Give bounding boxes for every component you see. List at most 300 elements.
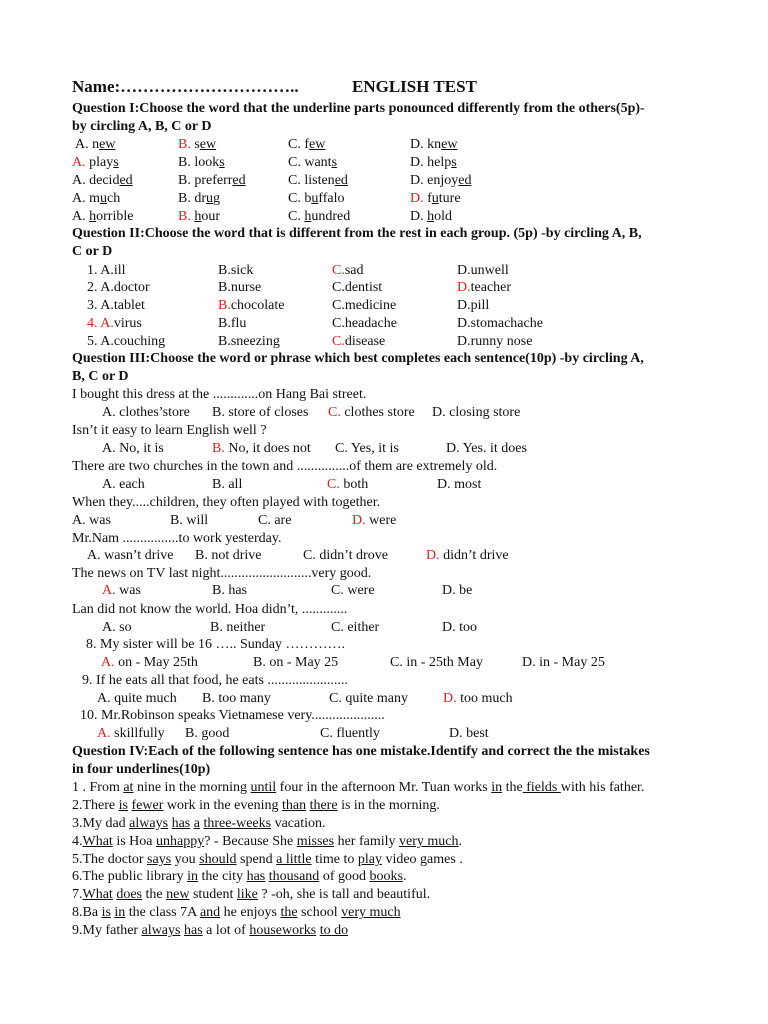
q4-underlined-part: What bbox=[82, 834, 113, 849]
q3-4-opt-a[interactable] bbox=[72, 512, 111, 529]
q3-1-opt-a-text: clothes’store bbox=[119, 405, 190, 420]
q2-1-opt-b-text: sick bbox=[230, 263, 254, 278]
q1-1-opt-b-text: s bbox=[194, 137, 200, 152]
name-field-label: Name:………………………….. bbox=[72, 77, 299, 96]
q1-5-opt-c[interactable] bbox=[288, 208, 350, 225]
q3-7-opt-b[interactable] bbox=[210, 619, 265, 636]
q3-9-opt-b-letter: B. bbox=[202, 691, 219, 706]
q3-10-opt-c-text: fluently bbox=[336, 726, 380, 741]
q3-7-opt-d-letter: D. bbox=[442, 620, 460, 635]
q1-2-opt-d[interactable] bbox=[410, 154, 457, 171]
q1-2-opt-a[interactable] bbox=[72, 154, 119, 171]
q1-4-opt-b[interactable] bbox=[178, 190, 220, 207]
q1-5-opt-a[interactable] bbox=[72, 208, 133, 225]
q2-1-opt-d[interactable] bbox=[457, 262, 509, 279]
q3-2-opt-d-text: Yes. it does bbox=[462, 441, 527, 456]
q2-3-opt-d[interactable] bbox=[457, 297, 489, 314]
q3-8-opt-a[interactable] bbox=[101, 654, 198, 671]
q1-2-opt-c[interactable] bbox=[288, 154, 337, 171]
q2-3-opt-a-letter: 3. A. bbox=[87, 298, 114, 313]
q3-stem-text-8: 8. My sister will be 16 ….. Sunday …………. bbox=[86, 637, 345, 652]
q3-5-opt-c-text: didn’t drove bbox=[319, 548, 388, 563]
q3-6-opt-c[interactable] bbox=[331, 582, 375, 599]
q3-8-opt-a-text: on - May 25th bbox=[118, 655, 198, 670]
q3-stem-text-10: 10. Mr.Robinson speaks Vietnamese very..................... bbox=[80, 708, 385, 723]
q2-3-opt-d-text: pill bbox=[470, 298, 490, 313]
q3-8-opt-d-letter: D. bbox=[522, 655, 540, 670]
q3-1-opt-a[interactable] bbox=[102, 404, 190, 421]
q3-5-opt-a[interactable] bbox=[87, 547, 173, 564]
q3-4-opt-c[interactable] bbox=[258, 512, 291, 529]
q2-5-opt-b-text: sneezing bbox=[230, 334, 280, 349]
q3-6-opt-a-letter: A. bbox=[102, 583, 120, 598]
q3-options-10 bbox=[0, 725, 640, 742]
q1-2-opt-d-underline: s bbox=[451, 155, 457, 170]
q2-3-opt-a[interactable] bbox=[87, 297, 145, 314]
q3-10-opt-d[interactable] bbox=[449, 725, 489, 742]
q3-8-opt-c[interactable] bbox=[390, 654, 483, 671]
q4-text-part: the city bbox=[197, 869, 247, 884]
q4-heading bbox=[72, 743, 650, 760]
q4-text-part: 2.There bbox=[72, 798, 119, 813]
q3-1-opt-d-letter: D. bbox=[432, 405, 450, 420]
q2-4-opt-a-text: virus bbox=[113, 316, 142, 331]
q2-5-opt-a-text: couching bbox=[113, 334, 166, 349]
q3-options-9 bbox=[0, 690, 640, 707]
q3-6-opt-c-letter: C. bbox=[331, 583, 348, 598]
q1-2-opt-c-letter: C. bbox=[288, 155, 305, 170]
q4-underlined-part: very much bbox=[399, 834, 459, 849]
q1-1-opt-c-text: f bbox=[304, 137, 310, 152]
q2-2-opt-c[interactable] bbox=[332, 279, 382, 296]
q3-6-opt-d[interactable] bbox=[442, 582, 472, 599]
q4-underlined-part: unhappy bbox=[156, 834, 205, 849]
q3-10-opt-b-letter: B. bbox=[185, 726, 202, 741]
q2-5-opt-a-letter: 5. A. bbox=[87, 334, 114, 349]
q2-1-opt-b-letter: B. bbox=[218, 263, 231, 278]
q3-2-opt-b-text: No, it does not bbox=[228, 441, 311, 456]
q3-9-opt-d-letter: D. bbox=[443, 691, 461, 706]
q3-9-opt-a-text: quite much bbox=[114, 691, 177, 706]
q3-7-opt-b-letter: B. bbox=[210, 620, 227, 635]
q1-5-opt-d[interactable] bbox=[410, 208, 452, 225]
q4-underlined-part: fewer bbox=[131, 798, 164, 813]
q4-text-part: he enjoys bbox=[220, 905, 281, 920]
q4-text-part: the bbox=[502, 780, 523, 795]
q4-underlined-part: there bbox=[309, 798, 338, 813]
q3-3-opt-b[interactable] bbox=[212, 476, 242, 493]
q2-3-opt-b-letter: B. bbox=[218, 298, 231, 313]
q1-3-opt-c-letter: C. bbox=[288, 173, 305, 188]
q2-3-opt-c-text: medicine bbox=[344, 298, 397, 313]
q3-1-opt-b[interactable] bbox=[212, 404, 308, 421]
q3-stem-10 bbox=[80, 707, 385, 724]
q2-4-opt-d-text: stomachache bbox=[470, 316, 543, 331]
q1-1-opt-c-underline: ew bbox=[309, 137, 326, 152]
q3-stem-3 bbox=[72, 458, 497, 475]
q4-text-part: 3.My dad bbox=[72, 816, 130, 831]
q2-5-opt-c-letter: C. bbox=[332, 334, 345, 349]
q1-5-opt-d-letter: D. bbox=[410, 209, 428, 224]
q4-text-part: vacation. bbox=[271, 816, 326, 831]
q2-heading-text: Question II:Choose the word that is different from the rest in each group. (5p) -by circling A, B, bbox=[72, 226, 642, 241]
q3-3-opt-a-letter: A. bbox=[102, 477, 120, 492]
q4-text-part: 6.The public library bbox=[72, 869, 188, 884]
q2-1-opt-b[interactable] bbox=[218, 262, 253, 279]
q1-5-opt-c-text: undred bbox=[311, 209, 351, 224]
q2-5-opt-d-text: runny nose bbox=[470, 334, 533, 349]
q1-1-opt-a-text: n bbox=[92, 137, 100, 152]
q2-5-opt-c[interactable] bbox=[332, 333, 385, 350]
q4-text-part: with his father. bbox=[560, 780, 645, 795]
q4-text-part: of good bbox=[319, 869, 370, 884]
q3-3-opt-b-text: all bbox=[228, 477, 243, 492]
q1-3-opt-a-underline: ed bbox=[119, 173, 133, 188]
q3-9-opt-c-text: quite many bbox=[345, 691, 408, 706]
q4-sentence-3 bbox=[72, 815, 326, 832]
q1-1-opt-d-letter: D. bbox=[410, 137, 428, 152]
q1-3-opt-b-letter: B. bbox=[178, 173, 195, 188]
q1-4-opt-b-text: dr bbox=[194, 191, 207, 206]
q3-1-opt-c-text: clothes store bbox=[344, 405, 415, 420]
q3-4-opt-b-text: will bbox=[186, 513, 209, 528]
q1-row-2 bbox=[72, 154, 592, 171]
q3-7-opt-a-letter: A. bbox=[102, 620, 120, 635]
q3-2-opt-c-letter: C. bbox=[335, 441, 351, 456]
q3-3-opt-d-text: most bbox=[454, 477, 482, 492]
q2-2-opt-b-text: nurse bbox=[230, 280, 262, 295]
q2-2-opt-d[interactable] bbox=[457, 279, 511, 296]
q3-8-opt-a-letter: A. bbox=[101, 655, 119, 670]
q3-8-opt-c-letter: C. bbox=[390, 655, 407, 670]
q4-sentence-2 bbox=[72, 797, 440, 814]
q3-7-opt-c[interactable] bbox=[331, 619, 379, 636]
q1-3-opt-b[interactable] bbox=[178, 172, 246, 189]
q4-underlined-part: to do bbox=[319, 923, 349, 938]
q4-sentence-8 bbox=[72, 904, 401, 921]
q3-10-opt-a[interactable] bbox=[97, 725, 165, 742]
q4-underlined-part: a little bbox=[276, 852, 312, 867]
q3-5-opt-a-letter: A. bbox=[87, 548, 105, 563]
q3-9-opt-b[interactable] bbox=[202, 690, 271, 707]
q3-4-opt-d-text: were bbox=[369, 513, 397, 528]
q3-9-opt-d-text: too much bbox=[460, 691, 513, 706]
q4-text-part: is in the morning. bbox=[337, 798, 440, 813]
q3-stem-text-1: I bought this dress at the .............on Hang Bai street. bbox=[72, 387, 367, 402]
q1-5-opt-c-underline: h bbox=[304, 209, 312, 224]
q4-underlined-part: houseworks bbox=[249, 923, 317, 938]
q4-sentence-7 bbox=[72, 886, 430, 903]
q2-1-opt-c-text: sad bbox=[344, 263, 364, 278]
q1-2-opt-d-letter: D. bbox=[410, 155, 428, 170]
q1-1-opt-c[interactable] bbox=[288, 136, 325, 153]
q1-1-opt-c-letter: C. bbox=[288, 137, 305, 152]
q3-9-opt-a-letter: A. bbox=[97, 691, 115, 706]
q4-underlined-part: says bbox=[147, 852, 172, 867]
q3-4-opt-b[interactable] bbox=[170, 512, 208, 529]
q2-4-opt-c[interactable] bbox=[332, 315, 397, 332]
q1-5-opt-b-text: our bbox=[201, 209, 221, 224]
q1-3-opt-d-text: enjoy bbox=[427, 173, 459, 188]
q3-heading-cont-text: B, C or D bbox=[72, 369, 129, 384]
q3-2-opt-a-letter: A. bbox=[102, 441, 120, 456]
q1-4-opt-d-underline: u bbox=[431, 191, 439, 206]
q3-6-opt-b-text: has bbox=[228, 583, 248, 598]
q2-1-opt-c[interactable] bbox=[332, 262, 364, 279]
q4-text-part: is Hoa bbox=[112, 834, 156, 849]
q3-options-8 bbox=[0, 654, 640, 671]
q2-heading bbox=[72, 225, 642, 242]
q4-text-part: nine in the morning bbox=[133, 780, 251, 795]
q3-7-opt-a-text: so bbox=[119, 620, 132, 635]
q3-options-3 bbox=[0, 476, 640, 493]
q4-text-part: 7. bbox=[72, 887, 83, 902]
q1-2-opt-c-text: want bbox=[304, 155, 332, 170]
q4-text-part: video games . bbox=[381, 852, 463, 867]
q2-1-opt-a[interactable] bbox=[87, 262, 126, 279]
q4-underlined-part: What bbox=[82, 887, 113, 902]
q1-3-opt-d-letter: D. bbox=[410, 173, 428, 188]
q4-sentence-9 bbox=[72, 922, 348, 939]
q3-7-opt-d[interactable] bbox=[442, 619, 477, 636]
q1-4-opt-d-letter: D. bbox=[410, 191, 428, 206]
q1-4-opt-c-letter: C. bbox=[288, 191, 305, 206]
q3-3-opt-d[interactable] bbox=[437, 476, 481, 493]
page-title: ENGLISH TEST bbox=[352, 77, 477, 96]
q4-underlined-part: fields bbox=[522, 780, 561, 795]
q4-underlined-part: books bbox=[369, 869, 403, 884]
q4-underlined-part: three-weeks bbox=[203, 816, 272, 831]
q4-heading-cont-text: in four underlines(10p) bbox=[72, 762, 211, 777]
q1-row-3 bbox=[72, 172, 592, 189]
q3-7-opt-d-text: too bbox=[459, 620, 478, 635]
q2-4-opt-d-letter: D. bbox=[457, 316, 471, 331]
q2-2-opt-d-letter: D. bbox=[457, 280, 471, 295]
q4-text-part: four in the afternoon Mr. Tuan works bbox=[276, 780, 492, 795]
q3-8-opt-b-letter: B. bbox=[253, 655, 270, 670]
q3-7-opt-b-text: neither bbox=[226, 620, 266, 635]
q3-stem-7 bbox=[72, 601, 347, 618]
q1-4-opt-d[interactable] bbox=[410, 190, 461, 207]
q3-stem-9 bbox=[82, 672, 348, 689]
q2-2-opt-d-text: teacher bbox=[470, 280, 512, 295]
q3-6-opt-a[interactable] bbox=[102, 582, 141, 599]
q1-4-opt-a-text: m bbox=[89, 191, 101, 206]
q3-10-opt-c[interactable] bbox=[320, 725, 380, 742]
q3-6-opt-d-text: be bbox=[459, 583, 473, 598]
q1-1-opt-a[interactable] bbox=[75, 136, 115, 153]
q1-5-opt-b-letter: B. bbox=[178, 209, 195, 224]
q1-1-opt-d[interactable] bbox=[410, 136, 457, 153]
q3-5-opt-c-letter: C. bbox=[303, 548, 320, 563]
q2-2-opt-b-letter: B. bbox=[218, 280, 231, 295]
q1-4-opt-b-text: g bbox=[213, 191, 221, 206]
q1-1-opt-b-underline: ew bbox=[199, 137, 217, 152]
q3-10-opt-b[interactable] bbox=[185, 725, 229, 742]
q3-9-opt-d[interactable] bbox=[443, 690, 513, 707]
q3-2-opt-d[interactable] bbox=[446, 440, 527, 457]
q3-2-opt-b[interactable] bbox=[212, 440, 311, 457]
q2-2-opt-c-letter: C. bbox=[332, 280, 345, 295]
q3-4-opt-a-text: was bbox=[89, 513, 111, 528]
q4-text-part: . bbox=[458, 834, 462, 849]
q3-5-opt-b[interactable] bbox=[195, 547, 262, 564]
q3-stem-text-9: 9. If he eats all that food, he eats ....................... bbox=[82, 673, 348, 688]
q3-1-opt-d[interactable] bbox=[432, 404, 520, 421]
q3-6-opt-a-text: was bbox=[119, 583, 141, 598]
q3-10-opt-d-letter: D. bbox=[449, 726, 467, 741]
q3-7-opt-a[interactable] bbox=[102, 619, 132, 636]
q3-stem-2 bbox=[72, 422, 267, 439]
q1-1-opt-d-text: kn bbox=[427, 137, 442, 152]
q3-4-opt-b-letter: B. bbox=[170, 513, 187, 528]
q4-sentence-6 bbox=[72, 868, 406, 885]
q4-underlined-part: at bbox=[123, 780, 134, 795]
q1-1-opt-a-underline: ew bbox=[99, 137, 116, 152]
q2-row-1 bbox=[72, 262, 592, 279]
q2-4-opt-d[interactable] bbox=[457, 315, 543, 332]
q3-10-opt-b-text: good bbox=[201, 726, 230, 741]
q3-1-opt-c[interactable] bbox=[328, 404, 415, 421]
q2-3-opt-c[interactable] bbox=[332, 297, 396, 314]
q1-4-opt-c[interactable] bbox=[288, 190, 345, 207]
q3-9-opt-a[interactable] bbox=[97, 690, 177, 707]
q3-2-opt-c[interactable] bbox=[335, 440, 399, 457]
q3-4-opt-a-letter: A. bbox=[72, 513, 90, 528]
q3-8-opt-d[interactable] bbox=[522, 654, 605, 671]
q3-stem-6 bbox=[72, 565, 371, 582]
q1-5-opt-a-text: orrible bbox=[96, 209, 134, 224]
q2-3-opt-b[interactable] bbox=[218, 297, 284, 314]
q4-underlined-part: like bbox=[236, 887, 258, 902]
q3-stem-text-7: Lan did not know the world. Hoa didn’t, ............. bbox=[72, 602, 348, 617]
q1-3-opt-c[interactable] bbox=[288, 172, 348, 189]
q2-2-opt-b[interactable] bbox=[218, 279, 261, 296]
q3-7-opt-c-text: either bbox=[347, 620, 380, 635]
q1-5-opt-c-letter: C. bbox=[288, 209, 305, 224]
q1-1-opt-a-letter: A. bbox=[75, 137, 93, 152]
q3-4-opt-c-letter: C. bbox=[258, 513, 275, 528]
q1-4-opt-b-underline: u bbox=[206, 191, 214, 206]
q3-9-opt-c[interactable] bbox=[329, 690, 408, 707]
q3-2-opt-b-letter: B. bbox=[212, 441, 229, 456]
q3-5-opt-c[interactable] bbox=[303, 547, 388, 564]
q3-5-opt-a-text: wasn’t drive bbox=[104, 548, 174, 563]
q4-underlined-part: a bbox=[193, 816, 200, 831]
q3-9-opt-c-letter: C. bbox=[329, 691, 346, 706]
q2-5-opt-b[interactable] bbox=[218, 333, 280, 350]
q2-row-3 bbox=[72, 297, 592, 314]
q1-1-opt-b[interactable] bbox=[178, 136, 216, 153]
q2-2-opt-a[interactable] bbox=[87, 279, 150, 296]
q3-1-opt-b-letter: B. bbox=[212, 405, 229, 420]
q1-3-opt-d[interactable] bbox=[410, 172, 471, 189]
q2-1-opt-c-letter: C. bbox=[332, 263, 345, 278]
q3-3-opt-c[interactable] bbox=[327, 476, 368, 493]
q3-3-opt-d-letter: D. bbox=[437, 477, 455, 492]
q1-5-opt-d-underline: h bbox=[427, 209, 435, 224]
q1-2-opt-b[interactable] bbox=[178, 154, 225, 171]
q3-stem-text-3: There are two churches in the town and ...............of them are extremely old. bbox=[72, 459, 498, 474]
q4-heading-text: Question IV:Each of the following sentence has one mistake.Identify and correct the the mistakes bbox=[72, 744, 650, 759]
q2-5-opt-d[interactable] bbox=[457, 333, 532, 350]
q4-underlined-part: new bbox=[166, 887, 190, 902]
q4-underlined-part: has bbox=[183, 923, 203, 938]
q3-8-opt-b[interactable] bbox=[253, 654, 338, 671]
q4-underlined-part: until bbox=[250, 780, 277, 795]
q3-5-opt-d[interactable] bbox=[426, 547, 509, 564]
q3-8-opt-c-text: in - 25th May bbox=[406, 655, 483, 670]
q4-text-part: work in the evening bbox=[163, 798, 282, 813]
q3-stem-1 bbox=[72, 386, 366, 403]
q2-4-opt-a[interactable] bbox=[87, 315, 142, 332]
q4-underlined-part: misses bbox=[296, 834, 335, 849]
q3-2-opt-a[interactable] bbox=[102, 440, 164, 457]
q1-4-opt-c-text: b bbox=[304, 191, 312, 206]
q2-4-opt-b[interactable] bbox=[218, 315, 246, 332]
q4-text-part: you bbox=[171, 852, 200, 867]
q4-underlined-part: has bbox=[246, 869, 266, 884]
q3-10-opt-a-letter: A. bbox=[97, 726, 115, 741]
q4-text-part: the bbox=[142, 887, 167, 902]
q1-5-opt-b[interactable] bbox=[178, 208, 220, 225]
q4-underlined-part: than bbox=[281, 798, 307, 813]
q3-3-opt-c-letter: C. bbox=[327, 477, 344, 492]
q1-3-opt-a[interactable] bbox=[72, 172, 133, 189]
q4-text-part: 5.The doctor bbox=[72, 852, 148, 867]
q2-2-opt-a-text: doctor bbox=[113, 280, 150, 295]
q1-3-opt-b-text: preferr bbox=[194, 173, 233, 188]
q3-1-opt-b-text: store of closes bbox=[228, 405, 309, 420]
q4-underlined-part: has bbox=[171, 816, 191, 831]
q1-4-opt-a[interactable] bbox=[72, 190, 120, 207]
q3-1-opt-c-letter: C. bbox=[328, 405, 345, 420]
q3-1-opt-d-text: closing store bbox=[449, 405, 521, 420]
q2-1-opt-a-letter: 1. A. bbox=[87, 263, 114, 278]
q3-1-opt-a-letter: A. bbox=[102, 405, 120, 420]
q1-2-opt-b-text: look bbox=[194, 155, 220, 170]
q3-heading bbox=[72, 350, 644, 367]
q1-2-opt-d-text: help bbox=[427, 155, 452, 170]
q4-text-part: time to bbox=[311, 852, 358, 867]
q3-3-opt-a[interactable] bbox=[102, 476, 145, 493]
q1-row-1 bbox=[72, 136, 592, 153]
q3-4-opt-d[interactable] bbox=[352, 512, 396, 529]
q2-row-5 bbox=[72, 333, 592, 350]
q4-text-part: 1 . From bbox=[72, 780, 124, 795]
q3-stem-text-2: Isn’t it easy to learn English well ? bbox=[72, 423, 267, 438]
q3-options-1 bbox=[0, 404, 640, 421]
q3-heading-cont bbox=[72, 368, 129, 385]
q1-4-opt-a-underline: u bbox=[100, 191, 108, 206]
q3-stem-text-6: The news on TV last night..........................very good. bbox=[72, 566, 372, 581]
q3-6-opt-b[interactable] bbox=[212, 582, 247, 599]
q4-sentence-5 bbox=[72, 851, 463, 868]
q1-4-opt-a-text: ch bbox=[107, 191, 121, 206]
q3-3-opt-c-text: both bbox=[343, 477, 369, 492]
q3-2-opt-d-letter: D. bbox=[446, 441, 463, 456]
q4-underlined-part: is bbox=[101, 905, 111, 920]
q4-text-part: . bbox=[402, 869, 407, 884]
q2-row-4 bbox=[72, 315, 592, 332]
q3-options-5 bbox=[0, 547, 640, 564]
q2-3-opt-a-text: tablet bbox=[113, 298, 145, 313]
q2-5-opt-a[interactable] bbox=[87, 333, 165, 350]
q1-1-opt-b-letter: B. bbox=[178, 137, 195, 152]
q1-3-opt-a-letter: A. bbox=[72, 173, 90, 188]
q4-text-part: ? -oh, she is tall and beautiful. bbox=[257, 887, 431, 902]
q3-5-opt-d-text: didn’t drive bbox=[443, 548, 509, 563]
